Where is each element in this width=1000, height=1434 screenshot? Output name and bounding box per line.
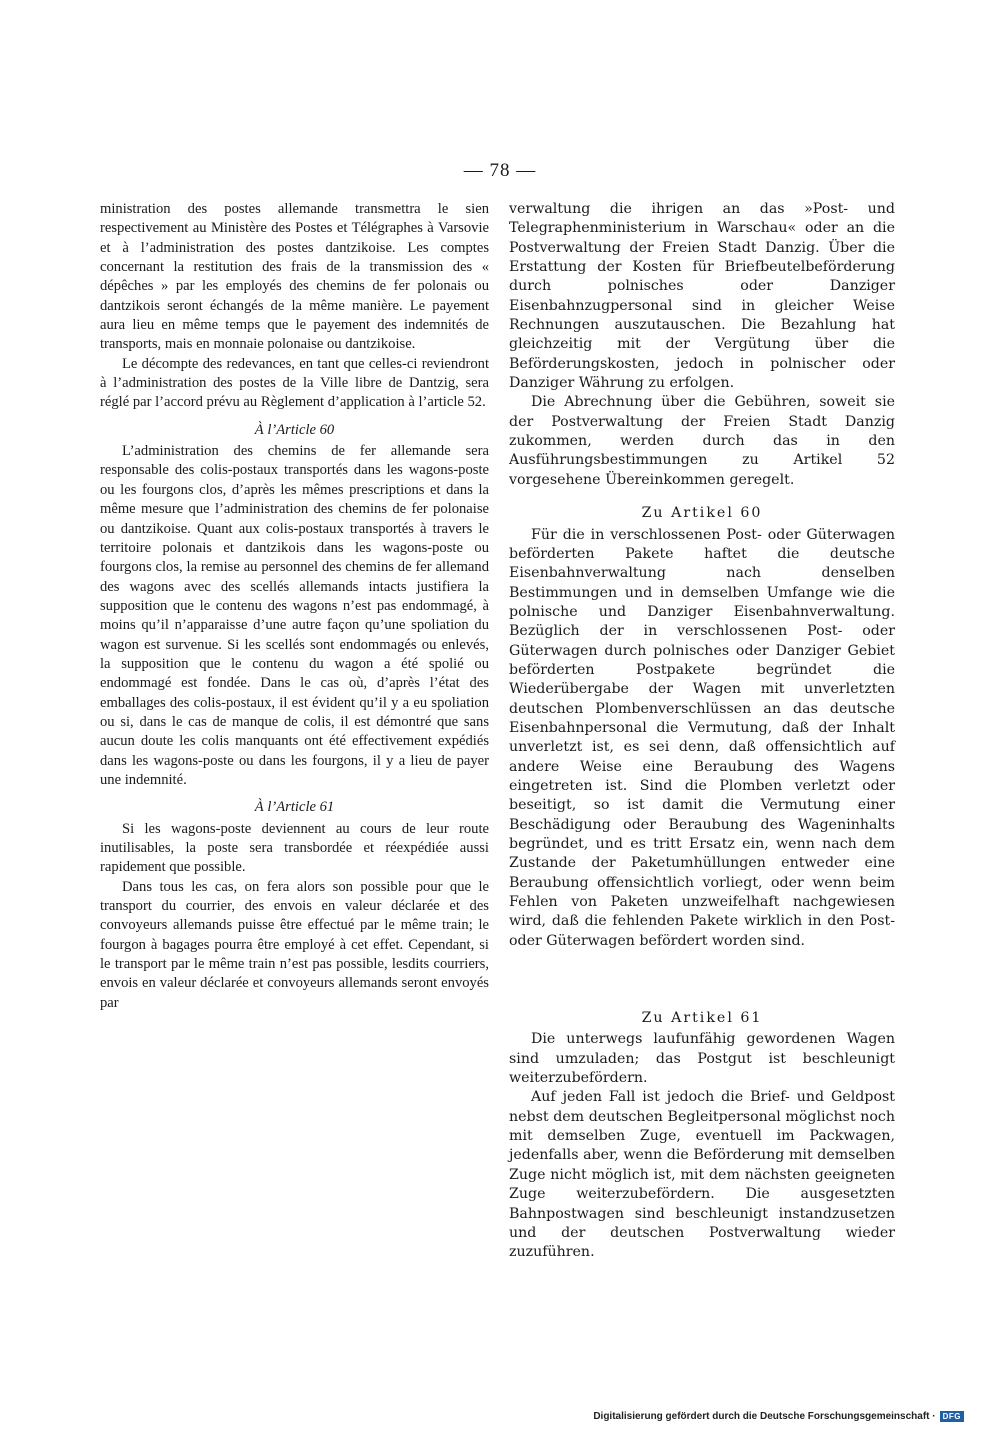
german-column xyxy=(509,200,895,1263)
french-column xyxy=(100,200,489,1013)
de-paragraph-article-60: Für die in verschlossenen Post- oder Güterwagen beförderten Pakete haftet die deutsche Eisenbahnverwaltung nach denselben Bestimmungen und in demselben Umfange wie die polnische und Danziger Eisenbahnverwaltung. Bezüglich der in verschlossenen Post- oder Güterwagen durch polnisches oder Danziger Gebiet beförderten Postpakete begründet die Wiederübergabe der Wagen mit unverletzten deutschen Plombenverschlüssen an das deutsche Eisenbahnpersonal die Vermutung, daß der Inhalt unverletzt ist, es sei denn, daß offensichtlich auf andere Weise eine Beraubung des Wagens eingetreten ist. Sind die Plomben verletzt oder beseitigt, so ist damit die Vermutung einer Beschädigung oder Beraubung des Wageninhalts begründet, und es tritt Ersatz ein, wenn nach dem Zustande der Paketumhüllungen entweder eine Beraubung offensichtlich vorliegt, oder wenn beim Fehlen von Paketen unzweifelhaft nachgewiesen wird, daß die fehlenden Pakete wirklich in den Post- oder Güterwagen befördert worden sind. xyxy=(509,526,895,949)
fr-heading-article-60: À l’Article 60 xyxy=(254,421,335,438)
de-paragraph-intro-2: Die Abrechnung über die Gebühren, soweit sie der Postverwaltung der Freien Stadt Danzig zukommen, werden durch das in den Ausführungsbestimmungen zu Artikel 52 vorgesehene Übereinkommen geregelt. xyxy=(509,394,895,488)
de-heading-article-60: Zu Artikel 60 xyxy=(641,505,763,522)
de-spacer xyxy=(509,951,895,1001)
page-number: — 78 — xyxy=(463,160,537,181)
de-paragraph-article-61-2: Auf jeden Fall ist jedoch die Brief- und Geldpost nebst dem deutschen Begleitpersonal möglichst noch mit demselben Zuge, eventuell im Packwagen, jedenfalls aber, wenn die Beförderung mit demselben Zuge nicht möglich ist, mit dem nächsten geeigneten Zuge weiterzubefördern. Die ausgesetzten Bahnpostwagen sind beschleunigt instandzusetzen und der deutschen Postverwaltung wieder zuzuführen. xyxy=(509,1089,895,1261)
fr-paragraph-intro-2: Le décompte des redevances, en tant que celles-ci reviendront à l’administration des postes de la Ville libre de Dantzig, sera réglé par l’accord prévu au Règlement d’application à l’article 52. xyxy=(100,355,489,411)
fr-paragraph-article-61-1: Si les wagons-poste deviennent au cours de leur route inutilisables, la poste sera transbordée et réexpédiée aussi rapidement que possible. xyxy=(100,820,489,876)
de-heading-article-61: Zu Artikel 61 xyxy=(641,1010,763,1027)
dfg-logo-icon: DFG xyxy=(940,1411,964,1422)
fr-heading-article-61: À l’Article 61 xyxy=(254,799,335,816)
fr-paragraph-intro-1: ministration des postes allemande transmettra le sien respectivement au Ministère des Postes et Télégraphes à Varsovie et à l’administration des postes dantzikoise. Les comptes concernant la restitution des frais de la transmission des « dépêches » par les employés des chemins de fer polonais ou dantzikois seront échangés de la même manière. Le payement aura lieu en même temps que le payement des indemnités de transports, mais en monnaie polonaise ou dantzikoise. xyxy=(100,201,489,353)
fr-paragraph-article-60: L’administration des chemins de fer allemande sera responsable des colis-postaux transportés dans les wagons-poste ou les fourgons clos, d’après les mêmes prescriptions et dans la même mesure que l’administration des chemins de fer polonaise ou dantzikoise. Quant aux colis-postaux transportés à travers le territoire polonais et dantzikois dans les wagons-poste ou fourgons clos, la remise au personnel des chemins de fer allemand des wagons avec des scellés allemands intacts justifiera la supposition que le contenu des wagons n’est pas endommagé, à moins qu’il n’apparaisse d’une autre façon qu’une spoliation du wagon est survenue. Si les scellés sont endommagés ou enlevés, la supposition que le contenu du wagon a été spolié ou endommagé est fondée. Dans le cas où, d’après l’état des emballages des colis-postaux, il est évident qu’il y a eu spoliation ou si, dans le cas de manque de colis, il est démontré que sans aucun doute les colis manquants ont été effectivement expédiés dans les wagons-poste ou dans les fourgons, il y a lieu de payer une indemnité. xyxy=(100,443,489,788)
funding-footer xyxy=(593,1411,964,1422)
funding-note: Digitalisierung gefördert durch die Deutsche Forschungsgemeinschaft · xyxy=(593,1411,936,1422)
de-spacer xyxy=(509,490,895,496)
de-paragraph-article-61-1: Die unterwegs laufunfähig gewordenen Wagen sind umzuladen; das Postgut ist beschleunigt weiterzubefördern. xyxy=(509,1031,895,1087)
de-paragraph-intro-1: verwaltung die ihrigen an das »Post- und Telegraphenministerium in Warschau« oder an die Postverwaltung der Freien Stadt Danzig. Über die Erstattung der Kosten für Briefbeutelbeförderung durch polnisches oder Danziger Eisenbahnzugpersonal sind in gleicher Weise Rechnungen auszutauschen. Die Bezahlung hat gleichzeitig mit der Vergütung über die Beförderungskosten, jedoch in polnischer oder Danziger Währung zu erfolgen. xyxy=(509,201,895,392)
fr-paragraph-article-61-2: Dans tous les cas, on fera alors son possible pour que le transport du courrier, des envois en valeur déclarée et des convoyeurs allemands puisse être effectué par le même train; le fourgon à bagages pourra être employé à cet effet. Cependant, si le transport par le même train n’est pas possible, lesdits courriers, envois en valeur déclarée et convoyeurs allemands seront envoyés par xyxy=(100,878,489,1011)
